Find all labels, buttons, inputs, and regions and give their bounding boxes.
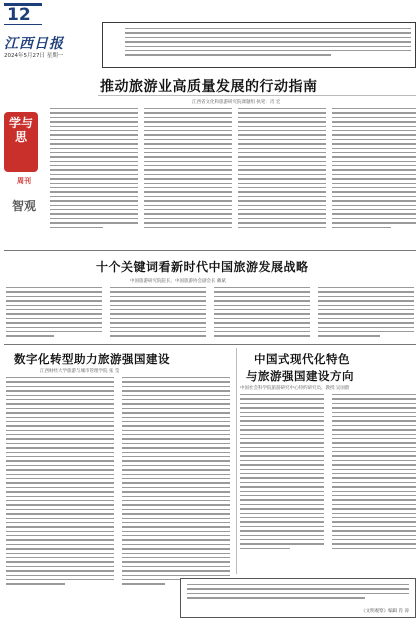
issue-date: 2024年5月27日 星期一 [4,53,64,59]
body-column [238,108,326,231]
body-column [332,394,416,552]
body-column [6,287,102,340]
paper-name-logo: 江西日报 [4,36,64,52]
body-column [110,287,206,340]
article-byline-keywords: 中国旅游研究院院长、中国旅游协会副会长 戴斌 [130,279,226,284]
masthead [4,3,94,108]
section-divider [4,250,416,251]
footer-info-box [180,578,416,618]
article-headline-keywords: 十个关键词看新时代中国旅游发展战略 [96,260,309,274]
article-headline-modernization-line1: 中国式现代化特色 [254,352,350,366]
section-subtitle: 智观 [11,199,36,213]
page-number-box [4,3,42,25]
article-byline-main: 江西省文化和旅游研究院课题组 执笔：肖 宏 [192,100,281,105]
footer-text-block [187,584,409,602]
body-column [50,108,138,231]
article-headline-digital: 数字化转型助力旅游强国建设 [14,352,170,366]
article-body-keywords [6,287,416,339]
article-body-main [50,108,416,248]
article-headline-main: 推动旅游业高质量发展的行动指南 [100,79,318,95]
article-byline-digital: 江西财经大学旅游与城市管理学院 张 莹 [40,369,120,374]
column-divider [236,348,237,574]
body-column [6,377,114,588]
article-byline-modernization: 中国社会科学院旅游研究中心特约研究员、教授 吴国蔚 [240,386,350,391]
body-column [240,394,324,552]
body-column [332,108,416,231]
divider [98,95,416,96]
page-number: 12 [7,5,31,25]
body-column [122,377,230,588]
section-divider [4,344,416,345]
body-column [318,287,414,340]
weekly-label: 周刊 [17,176,31,185]
article-headline-modernization-line2: 与旅游强国建设方向 [246,369,354,383]
column-badge [4,112,44,242]
intro-text-block [125,28,411,59]
footer-source-tag: 《文明观察》编辑 肖 涛 [361,609,409,614]
body-column [214,287,310,340]
intro-box [102,22,416,68]
body-column [144,108,232,231]
column-badge-logo: 学与思 [4,112,38,172]
article-body-modernization [240,394,416,572]
